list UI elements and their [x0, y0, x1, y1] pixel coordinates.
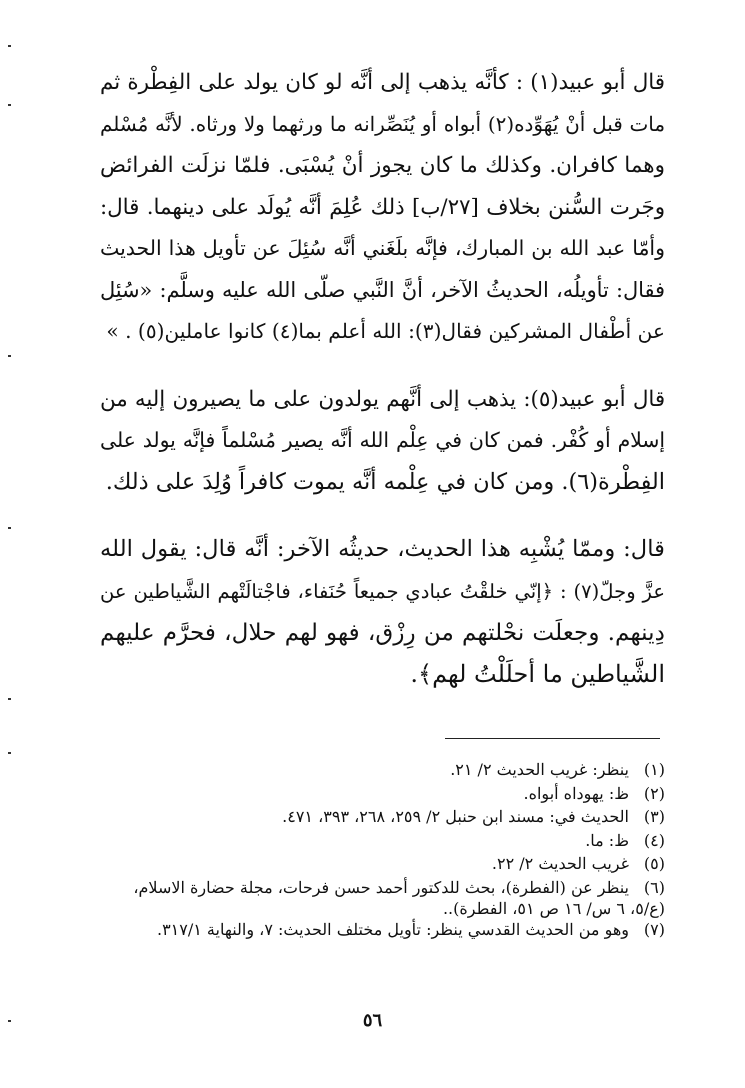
text-line: الشَّياطين ما أحلَلْتُ لهم﴾. [410, 659, 665, 688]
footnote-number: (٢) [643, 783, 665, 803]
paragraph-3 [100, 529, 665, 695]
footnote-text: ينظر: غريب الحديث ٢/ ٢١. [450, 760, 629, 779]
text-line: إسلام أو كُفْر. فمن كان في عِلْم الله أنَّه يصير مُسْلماً فإنَّه يولد على [100, 428, 665, 452]
footnote-text: ظ: يهوداه أبواه. [523, 783, 629, 803]
margin-mark [8, 355, 11, 357]
footnote-number: (٧) [643, 920, 665, 939]
footnote-number: (٤) [643, 830, 665, 850]
footnote-separator [445, 738, 660, 739]
margin-mark [8, 45, 11, 47]
footnote-text: ينظر عن (الفطرة)، بحث للدكتور أحمد حسن فرحات، مجلة حضارة الاسلام، [133, 877, 629, 897]
margin-mark [8, 104, 11, 106]
page-number: ٥٦ [362, 1010, 383, 1031]
footnote-7 [85, 918, 665, 942]
footnote-3 [85, 805, 665, 829]
text-line: وهما كافران. وكذلك ما كان يجوز أنْ يُسْبَى. فلمّا نزلَت الفرائض [100, 153, 665, 178]
margin-mark [8, 698, 11, 700]
margin-mark [8, 752, 11, 754]
footnote-number: (٣) [643, 807, 665, 826]
footnote-4 [85, 829, 665, 853]
text-line: عن أطْفال المشركين فقال(٣): الله أعلم بما(٤) كانوا عاملين(٥) . » [106, 319, 665, 343]
paragraph-1 [100, 62, 665, 353]
footnote-number: (١) [643, 760, 665, 779]
footnote-1 [85, 758, 665, 782]
text-line: دِينهم. وجعلَت نحْلتهم من رِزْق، فهو لهم حلال، فحرَّم عليهم [100, 619, 665, 646]
text-line: عزَّ وجلّ(٧) : ﴿إنّي خلقْتُ عبادي جميعاً حُنَفاء، فاجْتالَتْهم الشَّياطين عن [100, 579, 665, 603]
text-line: قال: وممّا يُشْبِه هذا الحديث، حديثُه الآخر: أنَّه قال: يقول الله [100, 536, 665, 562]
margin-mark [8, 527, 11, 529]
text-line: الفِطْرة(٦). ومن كان في عِلْمه أنَّه يموت كافراً وُلِدَ على ذلك. [105, 468, 665, 495]
footnote-text: الحديث في: مسند ابن حنبل ٢/ ٢٥٩، ٢٦٨، ٣٩٣، ٤٧١. [282, 807, 629, 826]
text-line: مات قبل أنْ يُهَوِّده(٢) أبواه أو يُنَصِّرانه ما ورثهما ولا ورثاه. لأنَّه مُسْلم [100, 112, 665, 136]
footnotes [85, 758, 665, 942]
paragraph-2 [100, 379, 665, 504]
footnote-number: (٦) [643, 877, 665, 897]
footnote-text: وهو من الحديث القدسي ينظر: تأويل مختلف الحديث: ٧، والنهاية ٣١٧/١. [156, 920, 629, 939]
text-line: قال أبو عبيد(١) : كأنَّه يذهب إلى أنَّه لو كان يولد على الفِطْرة ثم [100, 70, 665, 95]
footnote-5 [85, 852, 665, 876]
footnote-continuation: (ع/٥، ٦ س/ ١٦ ص ٥١، الفطرة).. [442, 899, 665, 918]
margin-mark [8, 1020, 11, 1022]
footnote-2 [85, 782, 665, 806]
text-line: فقال: تأويلُه، الحديثُ الآخر، أنَّ النَّبي صلّى الله عليه وسلَّم: «سُئِل [100, 277, 665, 302]
text-line: وجَرت السُّنن بخلاف [٢٧/ب] ذلك عُلِمَ أنَّه يُولَد على دينهما. قال: [100, 194, 666, 220]
footnote-number: (٥) [643, 854, 665, 873]
footnote-6 [85, 876, 665, 900]
footnote-text: غريب الحديث ٢/ ٢٢. [491, 854, 629, 873]
text-line: وأمّا عبد الله بن المبارك، فإنَّه بلَغَني أنَّه سُئِلَ عن تأويل هذا الحديث [100, 236, 665, 260]
main-text [100, 62, 665, 721]
text-line: قال أبو عبيد(٥): يذهب إلى أنَّهم يولدون على ما يصيرون إليه من [100, 386, 665, 412]
footnote-text: ظ: ما. [585, 830, 629, 850]
